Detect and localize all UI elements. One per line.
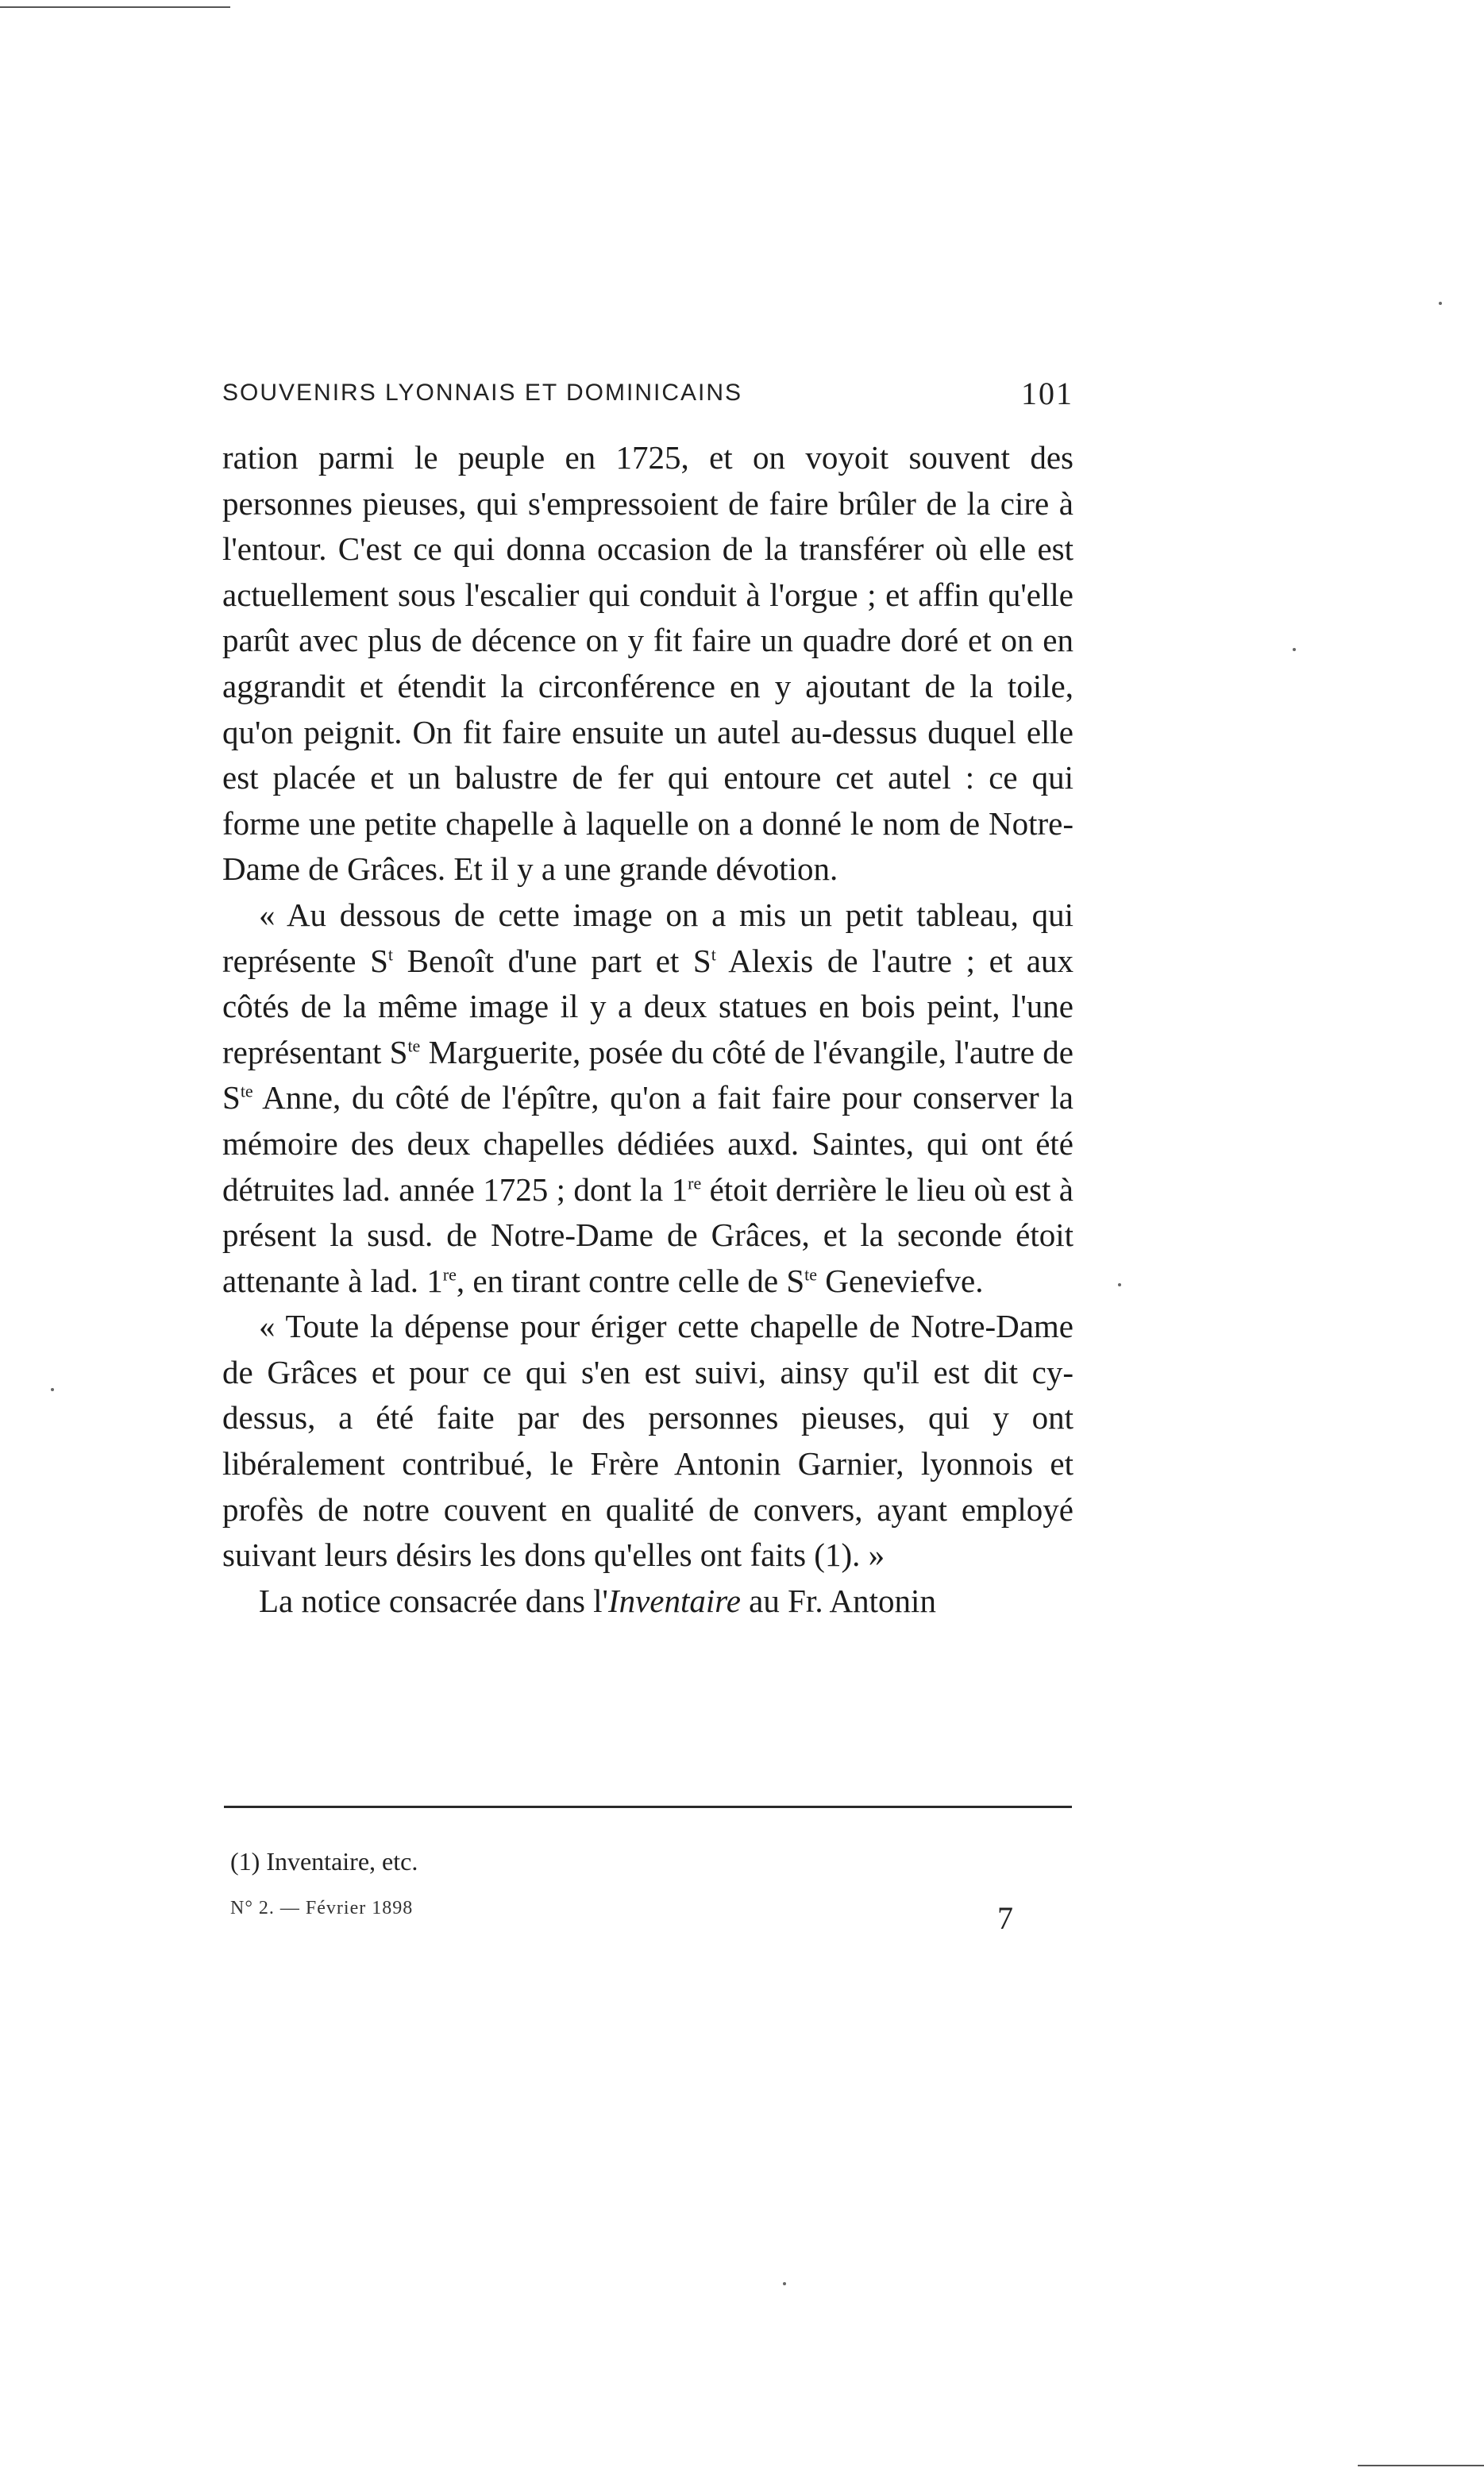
paragraph-4: La notice consacrée dans l'Inventaire au Fr. Antonin: [259, 1582, 936, 1619]
running-header: [222, 373, 1073, 413]
scan-speck: [51, 1388, 54, 1391]
body-text: [222, 435, 1073, 1624]
paragraph-2: « Au dessous de cette image on a mis un petit tableau, qui représente $S^t$ Benoît d'une part et $S^t$ Alexis de l'autre ; et aux côtés de la même image il y a deux statues en bois peint, l'une représentant $S^{te}$ Marguerite, posée du côté de l'évangile, l'autre de $S^{te}$ Anne, du côté de l'épître, qu'on a fait faire pour conserver la mémoire des deux chapelles dédiées auxd. Saintes, qui ont été détruites lad. année 1725 ; dont la 1re étoit derrière le lieu où est à présent la susd. de Notre-Dame de Grâces, et la seconde étoit attenante à lad. 1re, en tirant contre celle de $S^{te}$ Geneviefve.: [222, 896, 1074, 1299]
scan-speck: [1439, 302, 1442, 305]
signature-number: 7: [997, 1900, 1013, 1936]
footnote-divider: [224, 1806, 1072, 1808]
inventaire-title: Inventaire: [607, 1582, 741, 1619]
scan-edge-line-bottom: [1358, 2465, 1484, 2466]
scan-speck: [1293, 648, 1296, 651]
paragraph-1: ration parmi le peuple en 1725, et on voyoit souvent des personnes pieuses, qui s'empressoient de faire brûler de la cire à l'entour. C'est ce qui donna occasion de la transférer où elle est actuellement sous l'escalier qui conduit à l'orgue ; et affin qu'elle parût avec plus de décence on y fit faire un quadre doré et on en aggrandit et étendit la circonférence en y ajoutant de la toile, qu'on peignit. On fit faire ensuite un autel au-dessus duquel elle est placée et un balustre de fer qui entoure cet autel : ce qui forme une petite chapelle à laquelle on a donné le nom de Notre-Dame de Grâces. Et il y a une grande dévotion.: [222, 439, 1073, 888]
scan-edge-line-top: [0, 6, 230, 8]
scan-speck: [783, 2282, 786, 2285]
scan-speck: [1118, 1283, 1121, 1286]
page-number: 101: [1021, 375, 1073, 411]
signature-mark: N° 2. — Février 1898: [230, 1898, 414, 1918]
running-title: SOUVENIRS LYONNAIS ET DOMINICAINS: [222, 380, 742, 406]
footnote: (1) Inventaire, etc.: [230, 1847, 418, 1876]
paragraph-3: « Toute la dépense pour ériger cette chapelle de Notre-Dame de Grâces et pour ce qui s'en est suivi, ainsy qu'il est dit cy-dessus, a été faite par des personnes pieuses, qui y ont libéralement contribué, le Frère Antonin Garnier, lyonnois et profès de notre couvent en qualité de convers, ayant employé suivant leurs désirs les dons qu'elles ont faits (1). »: [222, 1308, 1073, 1574]
